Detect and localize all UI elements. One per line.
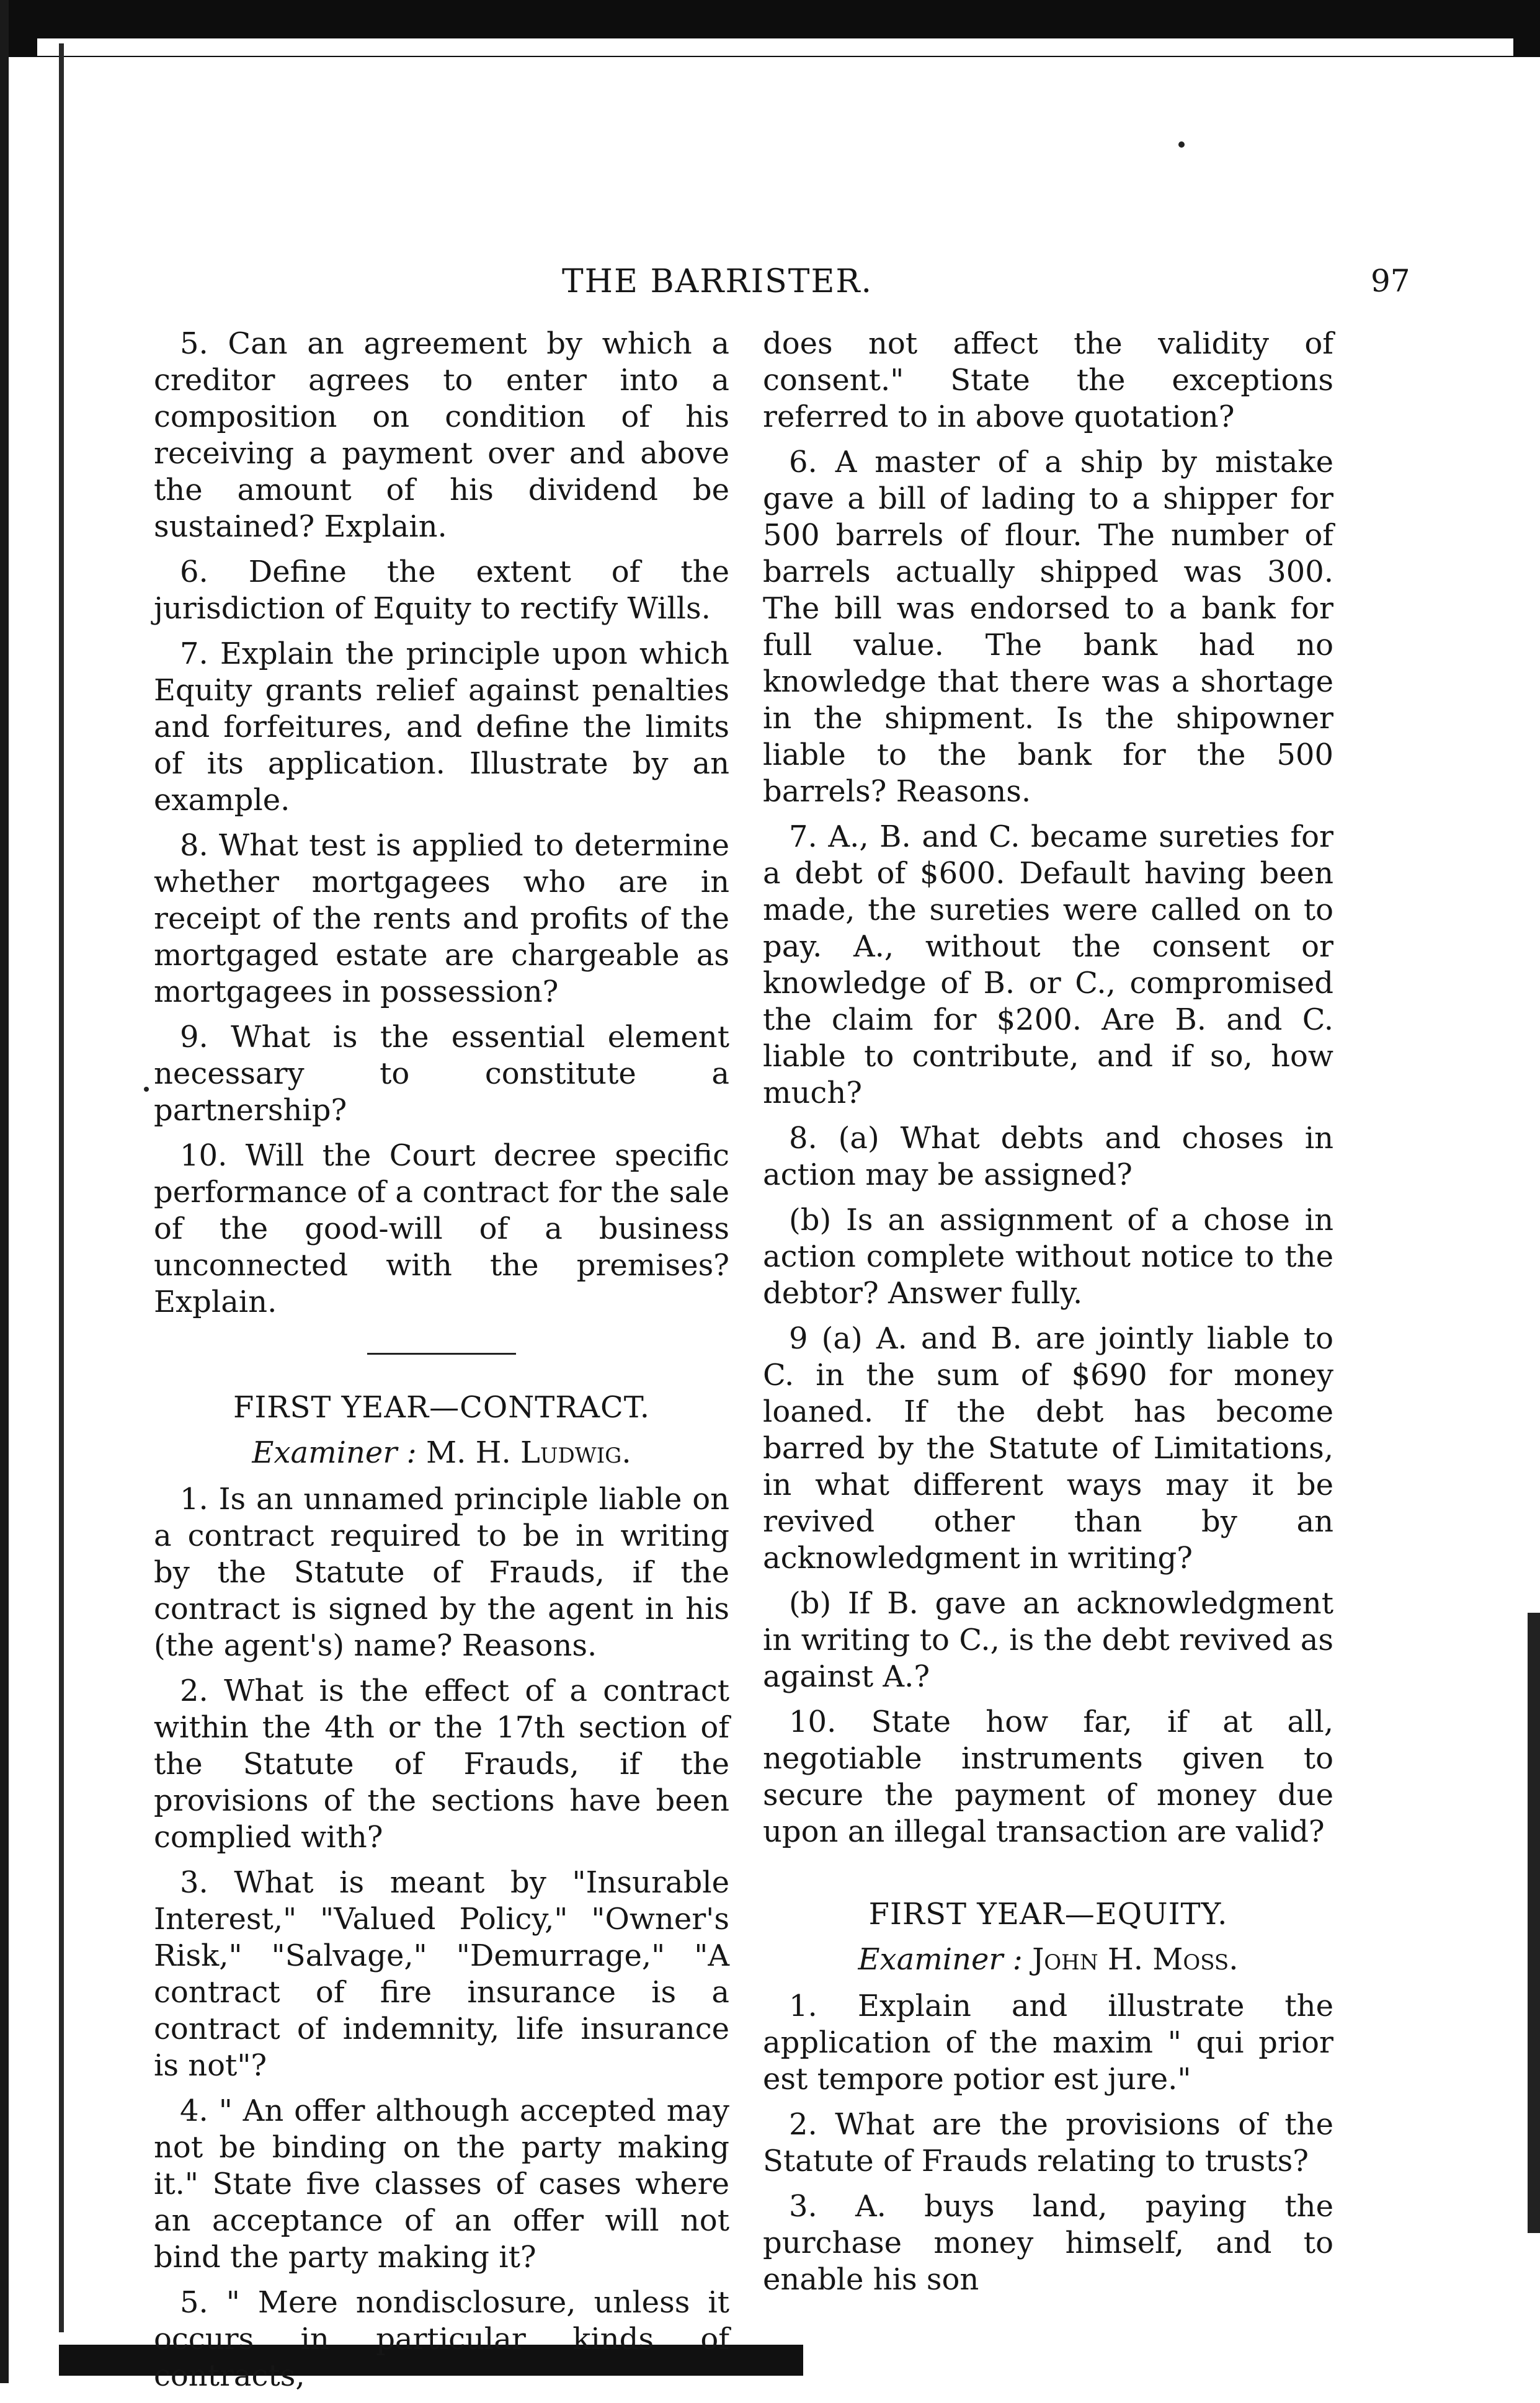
- contract-question-6: 6. A master of a ship by mistake gave a bill of lading to a shipper for 500 barrels of flour. The number of barrels actually shipped was 300. The bill was endorsed to a bank for full value. The bank had no knowledge that there was a shortage in the shipment. Is the shipowner liable to the bank for the 500 barrels? Reasons.: [763, 445, 1333, 809]
- page-header: [0, 263, 1540, 306]
- contract-question-1: 1. Is an unnamed principle liable on a contract required to be in writing by the Statute of Frauds, if the contract is signed by the agent in his (the agent's) name? Reasons.: [154, 1482, 729, 1663]
- running-title: THE BARRISTER.: [562, 263, 873, 300]
- left-column: [154, 326, 729, 2403]
- contract-question-2: 2. What is the effect of a contract within the 4th or the 17th section of the Statute of Frauds, if the provisions of the sections have been complied with?: [154, 1674, 729, 1855]
- examiner-name: John H. Moss.: [1032, 1942, 1239, 1977]
- question-6: 6. Define the extent of the jurisdiction of Equity to rectify Wills.: [154, 555, 729, 626]
- scan-left-line: [59, 43, 64, 2332]
- section-divider: [367, 1353, 516, 1355]
- contract-question-8a: 8. (a) What debts and choses in action may be assigned?: [763, 1121, 1333, 1192]
- section-title-contract: FIRST YEAR—CONTRACT.: [233, 1390, 650, 1425]
- contract-question-9b: (b) If B. gave an acknowledgment in writing to C., is the debt revived as against A.?: [763, 1586, 1333, 1694]
- contract-question-8b: (b) Is an assignment of a chose in action complete without notice to the debtor? Answer fully.: [763, 1203, 1333, 1311]
- question-7: 7. Explain the principle upon which Equity grants relief against penalties and forfeitures, and define the limits of its application. Illustrate by an example.: [154, 636, 729, 818]
- page-number: 97: [1371, 263, 1410, 299]
- section-spacer: [763, 1859, 1333, 1896]
- scan-speck: [1178, 141, 1185, 148]
- equity-question-1: 1. Explain and illustrate the application of the maxim " qui prior est tempore potior est jure.": [763, 1989, 1333, 2097]
- equity-question-2: 2. What are the provisions of the Statute of Frauds relating to trusts?: [763, 2107, 1333, 2178]
- examiner-line: [763, 1942, 1333, 1978]
- right-column: [763, 326, 1333, 2307]
- question-8: 8. What test is applied to determine whether mortgagees who are in receipt of the rents and profits of the mortgaged estate are chargeable as mortgagees in possession?: [154, 828, 729, 1009]
- contract-question-5-continued: does not affect the validity of consent." State the exceptions referred to in above quotation?: [763, 326, 1333, 434]
- contract-question-7: 7. A., B. and C. became sureties for a debt of $600. Default having been made, the sureties were called on to pay. A., without the consent or knowledge of B. or C., compromised the claim for $200. Are B. and C. liable to contribute, and if so, how much?: [763, 819, 1333, 1110]
- examiner-name: M. H. Ludwig.: [425, 1435, 631, 1470]
- question-9: 9. What is the essential element necessary to constitute a partnership?: [154, 1020, 729, 1128]
- scan-top-gap: [37, 38, 1513, 56]
- section-title-equity: FIRST YEAR—EQUITY.: [868, 1897, 1228, 1932]
- examiner-label: Examiner :: [252, 1435, 417, 1470]
- scan-right-edge: [1528, 1613, 1540, 2233]
- question-5: 5. Can an agreement by which a creditor agrees to enter into a composition on condition of his receiving a payment over and above the amount of his dividend be sustained? Explain.: [154, 326, 729, 544]
- contract-question-10: 10. State how far, if at all, negotiable instruments given to secure the payment of money due upon an illegal transaction are valid?: [763, 1705, 1333, 1849]
- scan-speck: [144, 1087, 149, 1092]
- question-10: 10. Will the Court decree specific performance of a contract for the sale of the good-will of a business unconnected with the premises? Explain.: [154, 1138, 729, 1319]
- examiner-line: [154, 1435, 729, 1471]
- examiner-label: Examiner :: [858, 1942, 1023, 1977]
- contract-question-9a: 9 (a) A. and B. are jointly liable to C. in the sum of $690 for money loaned. If the debt has become barred by the Statute of Limitations, in what different ways may it be revived other than by an acknowledgment in writing?: [763, 1321, 1333, 1576]
- contract-question-5-start: 5. " Mere nondisclosure, unless it occurs in particular kinds of contracts,: [154, 2285, 729, 2393]
- contract-question-3: 3. What is meant by "Insurable Interest," "Valued Policy," "Owner's Risk," "Salvage," "Demurrage," "A contract of fire insurance is a contract of indemnity, life insurance is not"?: [154, 1865, 729, 2083]
- scan-left-edge: [0, 0, 9, 2383]
- contract-question-4: 4. " An offer although accepted may not be binding on the party making it." State five classes of cases where an acceptance of an offer will not bind the party making it?: [154, 2093, 729, 2275]
- equity-question-3-start: 3. A. buys land, paying the purchase money himself, and to enable his son: [763, 2189, 1333, 2297]
